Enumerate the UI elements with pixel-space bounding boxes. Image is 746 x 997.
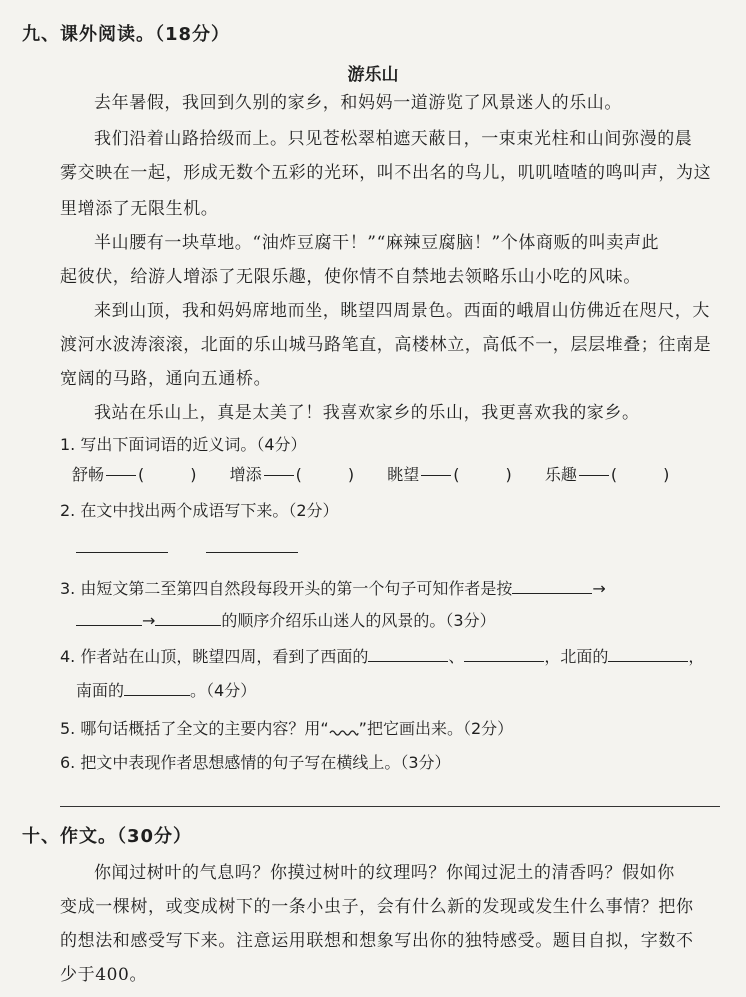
question-4-line-1 bbox=[60, 644, 730, 667]
passage-line: 我站在乐山上，真是太美了！我喜欢家乡的乐山，我更喜欢我的家乡。 bbox=[94, 403, 640, 423]
question-4-text: ，北面的 bbox=[544, 647, 609, 666]
passage-line: 半山腰有一块草地。“油炸豆腐干！”“麻辣豆腐脑！”个体商贩的叫卖声此 bbox=[94, 233, 660, 253]
answer-blank[interactable] bbox=[124, 679, 190, 696]
question-4-line-2 bbox=[76, 678, 746, 701]
answer-blank[interactable] bbox=[512, 577, 592, 594]
answer-blank[interactable] bbox=[76, 551, 168, 553]
answer-blank[interactable] bbox=[206, 551, 298, 553]
passage-line: 渡河水波涛滚滚，北面的乐山城马路笔直，高楼林立，高低不一，层层堆叠；往南是 bbox=[60, 335, 712, 355]
answer-blank[interactable] bbox=[608, 645, 688, 662]
question-3-text: 3. 由短文第二至第四自然段每段开头的第一个句子可知作者是按 bbox=[60, 579, 513, 598]
section-10-title: 十、作文。（30分） bbox=[22, 826, 193, 847]
question-2: 2. 在文中找出两个成语写下来。（2分） bbox=[60, 501, 339, 520]
prompt-line: 的想法和感受写下来。注意运用联想和想象写出你的独特感受。题目自拟，字数不 bbox=[60, 931, 694, 951]
wavy-underline-icon bbox=[329, 726, 359, 736]
synonym-item: 增添 ( ) bbox=[230, 462, 355, 485]
question-4-text: 。（4分） bbox=[190, 681, 257, 700]
question-3-text: 的顺序介绍乐山迷人的风景的。（3分） bbox=[221, 611, 496, 630]
synonym-item: 眺望 ( ) bbox=[387, 462, 512, 485]
arrow: → bbox=[142, 611, 156, 630]
question-1: 1. 写出下面词语的近义词。（4分） bbox=[60, 435, 307, 454]
synonym-word: 增添 bbox=[229, 465, 262, 484]
question-6: 6. 把文中表现作者思想感情的句子写在横线上。（3分） bbox=[60, 753, 451, 772]
answer-blank[interactable] bbox=[464, 645, 544, 662]
question-5-text: 5. 哪句话概括了全文的主要内容？用“ bbox=[60, 719, 329, 738]
passage-line: 起彼伏，给游人增添了无限乐趣，使你情不自禁地去领略乐山小吃的风味。 bbox=[60, 267, 641, 287]
answer-blank[interactable] bbox=[155, 609, 221, 626]
separator: 、 bbox=[448, 647, 465, 666]
question-5 bbox=[60, 716, 730, 739]
synonym-word: 眺望 bbox=[387, 465, 420, 484]
prompt-line: 少于400。 bbox=[60, 965, 148, 985]
question-3-line-2 bbox=[76, 608, 746, 631]
question-4-text: 4. 作者站在山顶，眺望四周，看到了西面的 bbox=[60, 647, 369, 666]
passage-line: 来到山顶，我和妈妈席地而坐，眺望四周景色。西面的峨眉山仿佛近在咫尺，大 bbox=[94, 301, 710, 321]
passage-line: 我们沿着山路拾级而上。只见苍松翠柏遮天蔽日，一束束光柱和山间弥漫的晨 bbox=[94, 129, 693, 149]
prompt-line: 变成一棵树，或变成树下的一条小虫子，会有什么新的发现或发生什么事情？把你 bbox=[60, 897, 694, 917]
synonym-item: 乐趣 ( ) bbox=[545, 462, 670, 485]
synonym-item: 舒畅 ( ) bbox=[72, 462, 197, 485]
answer-line[interactable] bbox=[60, 806, 720, 807]
story-title: 游乐山 bbox=[347, 65, 399, 85]
answer-blank[interactable] bbox=[76, 609, 142, 626]
passage-line: 里增添了无限生机。 bbox=[60, 199, 219, 219]
arrow: → bbox=[592, 579, 606, 598]
prompt-line: 你闻过树叶的气息吗？你摸过树叶的纹理吗？你闻过泥土的清香吗？假如你 bbox=[94, 863, 675, 883]
passage-line: 去年暑假，我回到久别的家乡，和妈妈一道游览了风景迷人的乐山。 bbox=[94, 93, 622, 113]
synonym-row bbox=[72, 462, 697, 485]
question-5-text: ”把它画出来。（2分） bbox=[358, 719, 514, 738]
passage-line: 宽阔的马路，通向五通桥。 bbox=[60, 369, 272, 389]
question-4-text: 南面的 bbox=[76, 681, 125, 700]
answer-blank[interactable] bbox=[368, 645, 448, 662]
passage-line: 雾交映在一起，形成无数个五彩的光环，叫不出名的鸟儿，叽叽喳喳的鸣叫声，为这 bbox=[60, 163, 712, 183]
synonym-word: 舒畅 bbox=[72, 465, 105, 484]
separator: ， bbox=[688, 647, 705, 666]
section-9-title: 九、课外阅读。（18分） bbox=[22, 24, 231, 45]
question-3-line-1 bbox=[60, 576, 730, 599]
synonym-word: 乐趣 bbox=[544, 465, 577, 484]
